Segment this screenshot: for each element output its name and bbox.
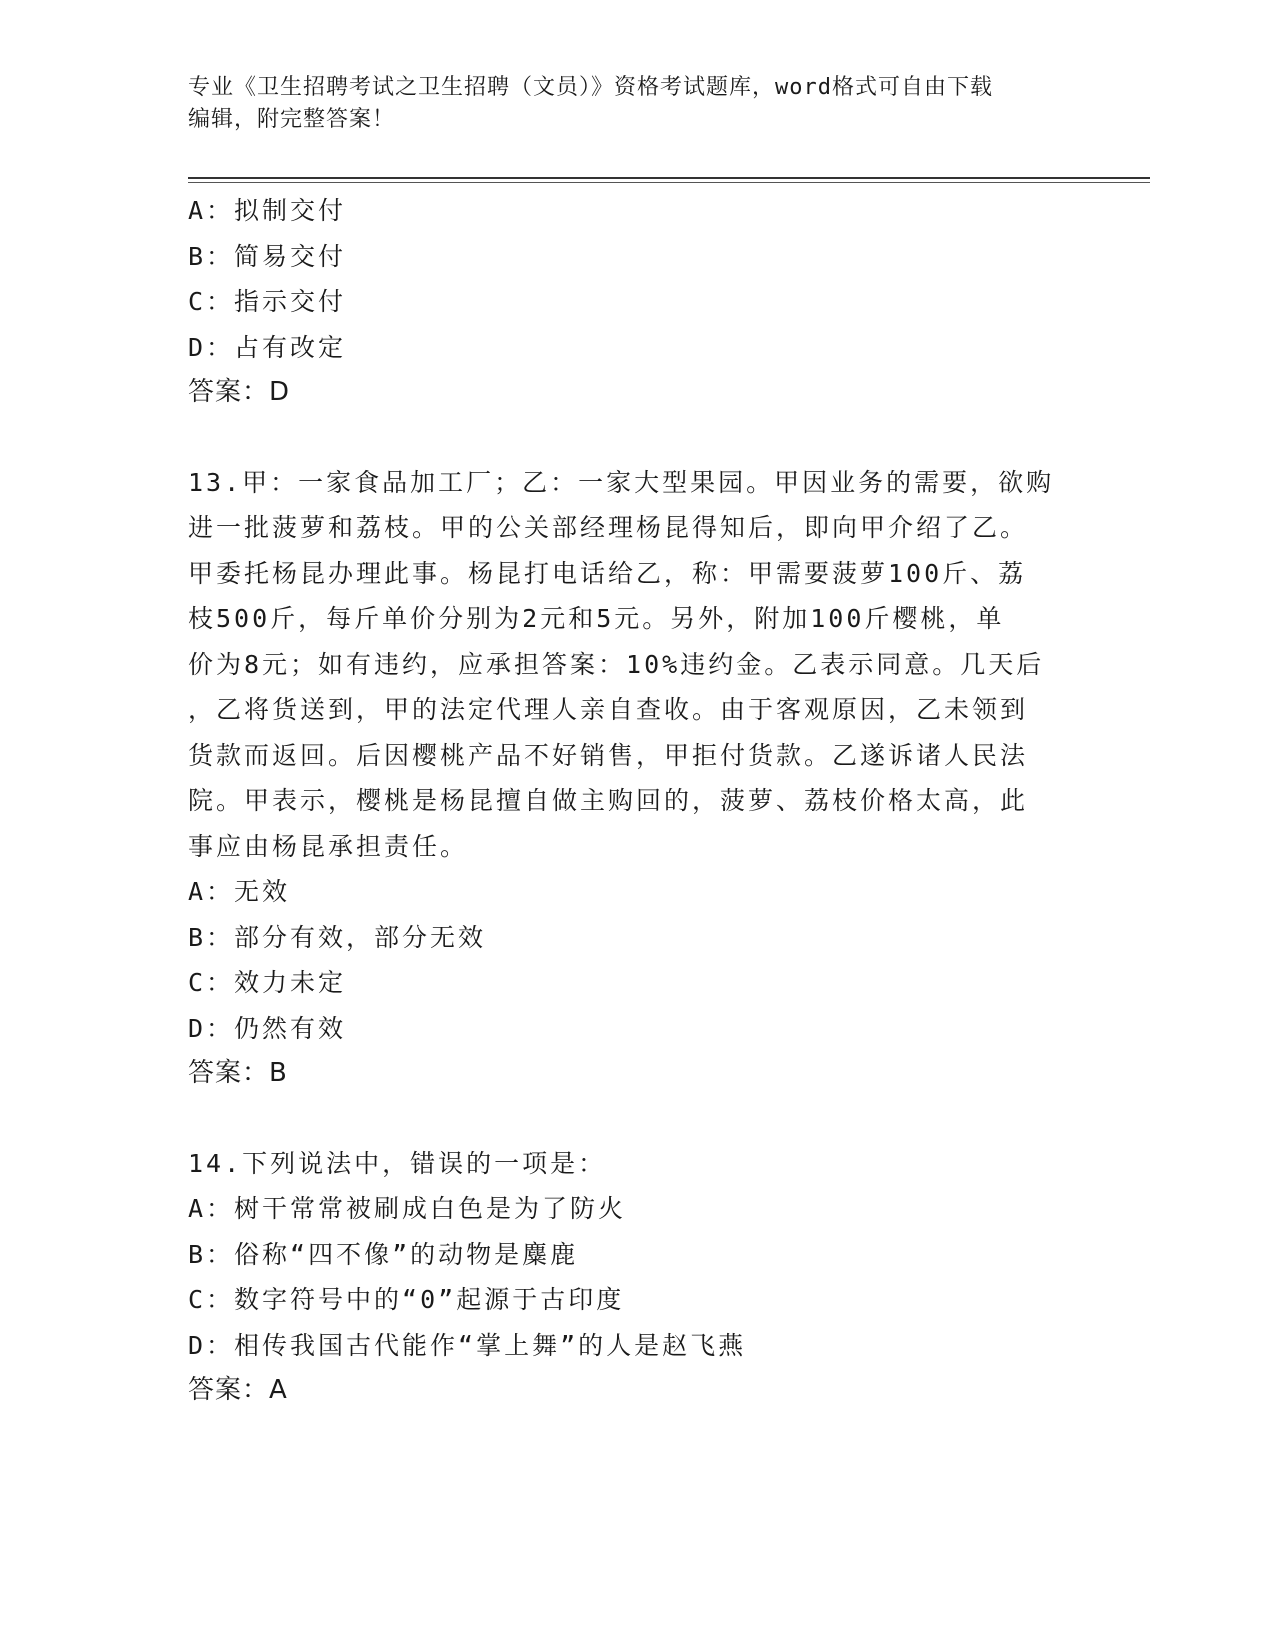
header-rule-thick — [188, 177, 1150, 179]
q14-option-a: A：树干常常被刷成白色是为了防火 — [188, 1194, 627, 1223]
q12-option-b: B：简易交付 — [188, 241, 347, 271]
header-line-2: 编辑，附完整答案！ — [188, 107, 396, 132]
q13-stem-line: 13.甲：一家食品加工厂；乙：一家大型果园。甲因业务的需要，欲购 — [188, 467, 1055, 497]
q12-option-d: D：占有改定 — [188, 332, 347, 362]
question-14 — [188, 1141, 1088, 1414]
q13-answer: 答案：B — [188, 1058, 288, 1088]
question-13 — [188, 460, 1088, 1097]
q12-option-c: C：指示交付 — [188, 287, 347, 316]
q14-answer: 答案：A — [188, 1375, 288, 1405]
q13-stem-line: 枝500斤，每斤单价分别为2元和5元。另外，附加100斤樱桃，单 — [188, 604, 1005, 633]
q14-stem: 14.下列说法中，错误的一项是： — [188, 1148, 607, 1178]
question-gap — [188, 416, 1088, 460]
question-12 — [188, 188, 1088, 416]
q13-option-a: A：无效 — [188, 877, 291, 906]
q13-stem-line: ，乙将货送到，甲的法定代理人亲自查收。由于客观原因，乙未领到 — [188, 695, 1029, 724]
q13-stem-line: 进一批菠萝和荔枝。甲的公关部经理杨昆得知后，即向甲介绍了乙。 — [188, 513, 1029, 542]
q14-option-d: D：相传我国古代能作“掌上舞”的人是赵飞燕 — [188, 1330, 747, 1360]
q13-stem-line: 价为8元；如有违约，应承担答案：10%违约金。乙表示同意。几天后 — [188, 649, 1045, 679]
document-header — [188, 72, 1088, 136]
question-content — [188, 188, 1088, 1414]
q12-option-a: A：拟制交付 — [188, 196, 347, 225]
q13-option-b: B：部分有效，部分无效 — [188, 922, 487, 952]
q13-stem-line: 院。甲表示，樱桃是杨昆擅自做主购回的，菠萝、荔枝价格太高，此 — [188, 786, 1029, 815]
header-line-1: 专业《卫生招聘考试之卫生招聘（文员）》资格考试题库，word格式可自由下载 — [188, 75, 993, 100]
q14-option-c: C：数字符号中的“0”起源于古印度 — [188, 1285, 625, 1314]
q13-stem-line: 甲委托杨昆办理此事。杨昆打电话给乙，称：甲需要菠萝100斤、荔 — [188, 558, 1027, 588]
q13-option-d: D：仍然有效 — [188, 1013, 347, 1043]
q13-option-c: C：效力未定 — [188, 968, 347, 997]
q12-answer: 答案：D — [188, 377, 291, 407]
q13-stem-line: 货款而返回。后因樱桃产品不好销售，甲拒付货款。乙遂诉诸人民法 — [188, 740, 1029, 770]
q13-stem-line: 事应由杨昆承担责任。 — [188, 831, 469, 861]
header-rule-thin — [188, 182, 1150, 183]
q14-option-b: B：俗称“四不像”的动物是麋鹿 — [188, 1239, 579, 1269]
question-gap — [188, 1097, 1088, 1141]
